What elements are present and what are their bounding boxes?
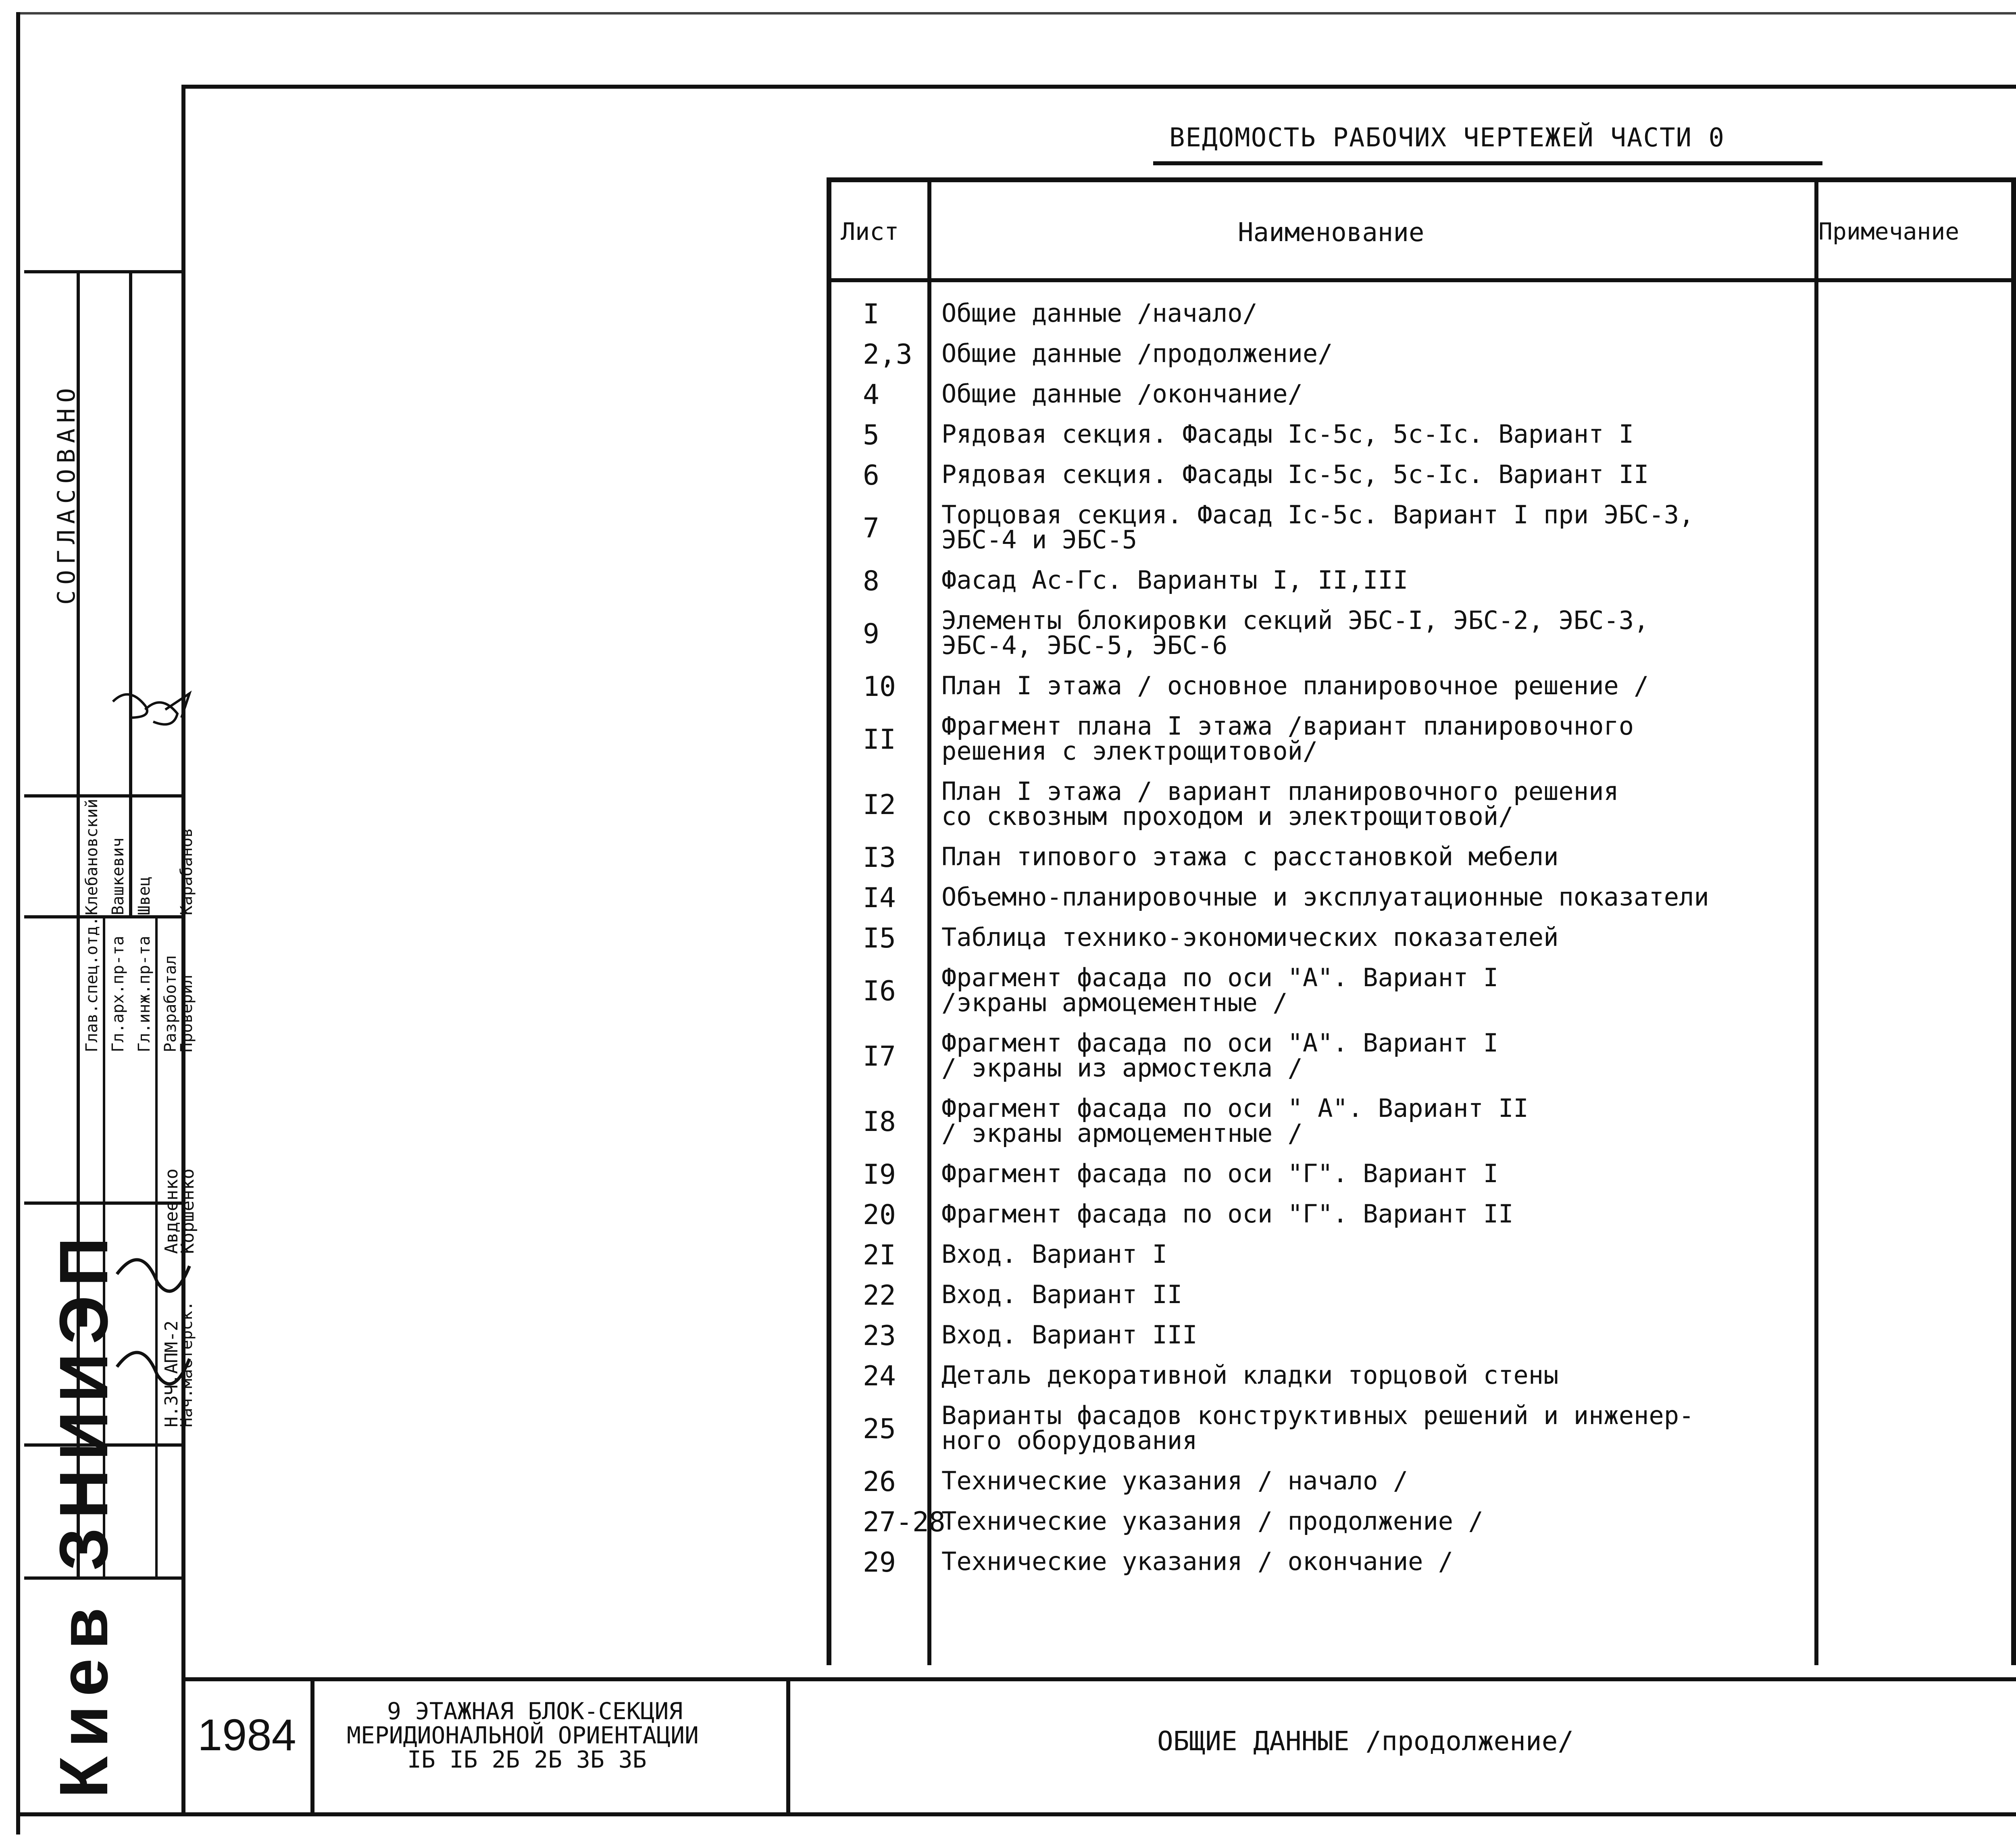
row-title-line: Фрагмент фасада по оси "А". Вариант I	[941, 1028, 1499, 1058]
header-note: Примечание	[1818, 218, 1960, 245]
signature-marks	[105, 685, 198, 1451]
person-name: Вашкевич	[109, 837, 127, 915]
row-sheet-number: I7	[863, 1041, 896, 1072]
row-title-line: План типового этажа с расстановкой мебели	[941, 842, 1559, 871]
title-underline	[1153, 161, 1822, 165]
row-sheet-number: 6	[863, 460, 879, 491]
dept-label: Н.ЗЧ.АПМ-2	[161, 1320, 182, 1427]
row-title-line: Рядовая секция. Фасады Iс-5с, 5с-Iс. Вариант II	[941, 460, 1649, 489]
row-title-line: /экраны армоцементные /	[941, 988, 1288, 1017]
row-sheet-number: I3	[863, 842, 896, 874]
row-title-line: Вход. Вариант I	[941, 1239, 1167, 1269]
row-title-line: Варианты фасадов конструктивных решений и инженер-	[941, 1401, 1694, 1430]
row-title-line: Фрагмент фасада по оси "Г". Вариант II	[941, 1199, 1514, 1229]
agreed-label: СОГЛАСОВАНО	[52, 382, 81, 605]
year: 1984	[198, 1710, 296, 1760]
row-title-line: / экраны из армостекла /	[941, 1053, 1303, 1083]
row-sheet-number: 25	[863, 1413, 896, 1445]
role-label: Гл.арх.пр-та	[109, 936, 127, 1052]
row-sheet-number: I9	[863, 1159, 896, 1191]
row-sheet-number: 29	[863, 1547, 896, 1578]
row-sheet-number: 8	[863, 565, 879, 597]
row-sheet-number: 2I	[863, 1239, 896, 1271]
row-sheet-number: I2	[863, 789, 896, 821]
row-title-line: Фрагмент плана I этажа /вариант планировочного	[941, 711, 1634, 741]
row-title-line: Технические указания / окончание /	[941, 1547, 1454, 1576]
org-label: Киев ЗНИИЭП	[46, 1228, 122, 1798]
row-sheet-number: 22	[863, 1280, 896, 1312]
row-title-line: Объемно-планировочные и эксплуатационные показатели	[941, 882, 1709, 912]
row-title-line: Фрагмент фасада по оси "Г". Вариант I	[941, 1159, 1499, 1188]
row-title-line: со сквозным проходом и электрощитовой/	[941, 802, 1514, 831]
row-title-line: / экраны армоцементные /	[941, 1118, 1303, 1148]
sheet-title: ВЕДОМОСТЬ РАБОЧИХ ЧЕРТЕЖЕЙ ЧАСТИ 0	[1169, 123, 1725, 153]
row-title-line: План I этажа / вариант планировочного решения	[941, 777, 1619, 806]
object-title-line: IБ IБ 2Б 2Б 3Б 3Б	[407, 1746, 647, 1773]
outer-left-border	[16, 12, 20, 1835]
row-title-line: Технические указания / продолжение /	[941, 1506, 1483, 1536]
row-sheet-number: 2,3	[863, 339, 912, 371]
row-title-line: Фасад Ас-Гс. Варианты I, II,III	[941, 565, 1408, 595]
row-title-line: Общие данные /продолжение/	[941, 339, 1333, 368]
dept-label: Нач.мастерск.	[177, 1301, 196, 1427]
row-title-line: Технические указания / начало /	[941, 1466, 1408, 1495]
row-sheet-number: 26	[863, 1466, 896, 1498]
role-label: Глав.спец.отд.	[83, 916, 101, 1052]
row-title-line: ЭБС-4 и ЭБС-5	[941, 525, 1137, 554]
row-title-line: Таблица технико-экономических показателей	[941, 922, 1559, 952]
row-sheet-number: I4	[863, 882, 896, 914]
person-name: Клебановский	[83, 799, 101, 915]
row-title-line: Деталь декоративной кладки торцовой стены	[941, 1360, 1559, 1390]
row-title-line: решения с электрощитовой/	[941, 736, 1318, 766]
row-title-line: Вход. Вариант III	[941, 1320, 1198, 1349]
row-sheet-number: II	[863, 724, 896, 756]
person-name: Швец	[135, 876, 154, 915]
row-title-line: Торцовая секция. Фасад Iс-5с. Вариант I при ЭБС-3,	[941, 500, 1694, 529]
row-sheet-number: I6	[863, 975, 896, 1007]
row-title-line: Элементы блокировки секций ЭБС-I, ЭБС-2, ЭБС-3,	[941, 606, 1649, 635]
row-sheet-number: 5	[863, 419, 879, 451]
row-sheet-number: 10	[863, 671, 896, 703]
row-title-line: Фрагмент фасада по оси "А". Вариант I	[941, 963, 1499, 992]
row-sheet-number: 23	[863, 1320, 896, 1352]
row-title-line: Общие данные /начало/	[941, 298, 1258, 328]
person-name: Авдеенко	[161, 1168, 182, 1254]
row-sheet-number: 7	[863, 512, 879, 544]
row-sheet-number: 27-28	[863, 1506, 946, 1538]
role-label: Разработал	[161, 955, 180, 1052]
row-title-line: Вход. Вариант II	[941, 1280, 1183, 1309]
row-sheet-number: 4	[863, 379, 879, 411]
row-sheet-number: 9	[863, 618, 879, 650]
row-title-line: ного оборудования	[941, 1426, 1198, 1455]
row-sheet-number: 20	[863, 1199, 896, 1231]
row-sheet-number: I	[863, 298, 879, 330]
row-title-line: План I этажа / основное планировочное решение /	[941, 671, 1649, 700]
header-name: Наименование	[1238, 218, 1425, 248]
inner-frame-top	[181, 85, 2016, 89]
row-title-line: Фрагмент фасада по оси " А". Вариант II	[941, 1093, 1529, 1123]
person-name: Карабанов	[177, 828, 196, 915]
row-sheet-number: I5	[863, 922, 896, 954]
person-name: Коршенко	[177, 1168, 198, 1254]
object-title-line: 9 ЭТАЖНАЯ БЛОК-СЕКЦИЯ	[387, 1697, 683, 1725]
row-title-line: Рядовая секция. Фасады Iс-5с, 5с-Iс. Вариант I	[941, 419, 1634, 449]
sheet-name: ОБЩИЕ ДАННЫЕ /продолжение/	[1157, 1726, 1574, 1757]
row-sheet-number: 24	[863, 1360, 896, 1392]
row-title-line: ЭБС-4, ЭБС-5, ЭБС-6	[941, 631, 1228, 660]
outer-top-border	[16, 12, 2016, 15]
role-label: Проверил	[177, 975, 196, 1052]
row-sheet-number: I8	[863, 1106, 896, 1138]
object-title-line: МЕРИДИОНАЛЬНОЙ ОРИЕНТАЦИИ	[347, 1722, 699, 1749]
role-label: Гл.инж.пр-та	[135, 936, 154, 1052]
row-title-line: Общие данные /окончание/	[941, 379, 1303, 408]
header-sheet: Лист	[841, 218, 899, 246]
